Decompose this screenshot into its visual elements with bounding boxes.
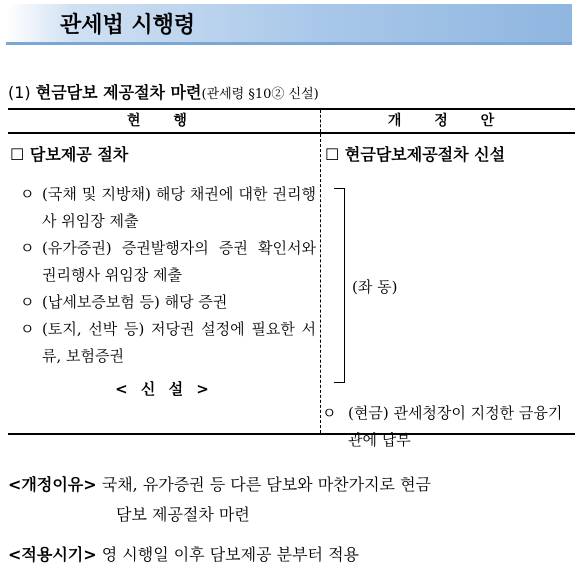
bullet-icon: ㅇ <box>20 185 35 203</box>
document-title: 관세법 시행령 <box>60 13 196 38</box>
item-text: (유가증권) 증권발행자의 증권 확인서와 권리행사 위임장 제출 <box>42 239 316 284</box>
reason-text-line2: 담보 제공절차 마련 <box>116 505 250 524</box>
list-item <box>8 316 320 370</box>
reason-tag: <개정이유> <box>8 475 97 494</box>
effective-text: 영 시행일 이후 담보제공 분부터 적용 <box>101 545 360 564</box>
bullet-icon: ㅇ <box>322 404 337 422</box>
effective-block <box>8 540 574 570</box>
reason-block <box>8 470 574 530</box>
item-text: (토지, 선박 등) 저당권 설정에 필요한 서류, 보험증권 <box>42 320 316 365</box>
proposed-heading <box>325 142 575 165</box>
section-heading <box>8 80 319 103</box>
reason-text-line1: 국채, 유가증권 등 다른 담보와 마찬가지로 현금 <box>101 475 432 494</box>
section-title: 현금담보 제공절차 마련 <box>35 83 202 102</box>
proposed-heading-text: 현금담보제공절차 신설 <box>344 145 506 164</box>
list-item <box>8 235 320 289</box>
comparison-table <box>8 108 575 435</box>
title-banner <box>6 4 572 45</box>
new-label: < 신 설 > <box>115 380 213 398</box>
checkbox-icon: ☐ <box>10 145 25 164</box>
header-current: 현 행 <box>8 109 321 133</box>
item-text: (국채 및 지방채) 해당 채권에 대한 권리행사 위임장 제출 <box>42 185 316 230</box>
bullet-icon: ㅇ <box>20 293 35 311</box>
proposed-new-item-text: (현금) 관세청장이 지정한 금융기관에 납부 <box>348 404 563 449</box>
bracket-divider <box>334 188 345 383</box>
same-label: (좌 동) <box>352 278 398 296</box>
header-proposed: 개 정 안 <box>321 109 576 133</box>
item-text: (납세보증보험 등) 해당 증권 <box>42 293 228 311</box>
effective-tag: <적용시기> <box>8 545 97 564</box>
section-reference: (관세령 §10② 신설) <box>201 87 319 102</box>
current-heading-text: 담보제공 절차 <box>29 145 129 164</box>
list-item <box>8 181 320 235</box>
bullet-icon: ㅇ <box>20 320 35 338</box>
current-column <box>8 133 321 434</box>
proposed-new-item <box>322 400 572 454</box>
bullet-icon: ㅇ <box>20 239 35 257</box>
current-heading <box>10 142 320 165</box>
list-item <box>8 289 320 316</box>
current-items <box>8 181 320 370</box>
checkbox-icon: ☐ <box>325 145 340 164</box>
section-number: (1) <box>8 83 31 102</box>
